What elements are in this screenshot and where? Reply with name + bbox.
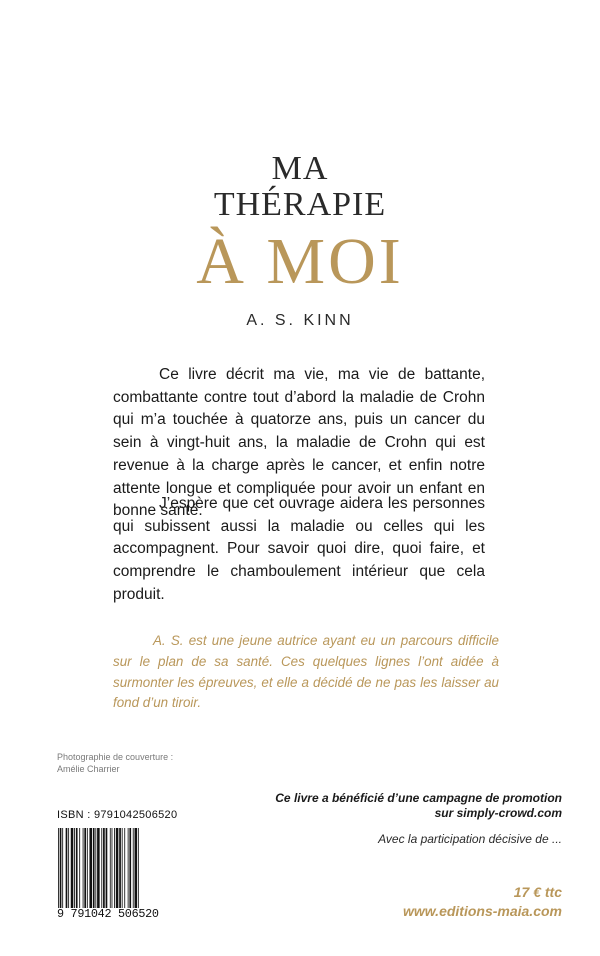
summary-paragraph-1: Ce livre décrit ma vie, ma vie de battante, combattante contre tout d’abord la maladie de Crohn qui m’a touchée à quatorze ans, puis un cancer du sein à vingt-huit ans, la maladie de Crohn qui est revenue à la charge après le cancer, et enfin notre attente longue et compliquée pour avoir un enfant en bonne santé.	[113, 366, 485, 520]
participation-line: Avec la participation décisive de ...	[378, 832, 562, 846]
price-label: 17 € ttc	[513, 884, 562, 900]
photo-credit-label: Photographie de couverture :	[57, 752, 174, 762]
author-bio: A. S. est une jeune autrice ayant eu un parcours difficile sur le plan de sa santé. Ces quelques lignes l’ont aidée à surmonter les épreuves, et elle a décidé de ne pas les laisser au fond d’un tiroir.	[113, 633, 499, 711]
title-line-3: À MOI	[196, 225, 404, 298]
barcode-number: 9 791042 506520	[57, 907, 159, 921]
isbn-label: ISBN : 9791042506520	[57, 809, 178, 821]
promotion-line-2: sur simply-crowd.com	[434, 806, 562, 820]
photo-credit-name: Amélie Charrier	[57, 764, 120, 774]
barcode-icon	[57, 828, 169, 908]
publisher-website: www.editions-maia.com	[403, 903, 562, 919]
title-line-1: MA	[271, 150, 329, 187]
title-line-2: THÉRAPIE	[213, 186, 387, 223]
promotion-line-1: Ce livre a bénéficié d’une campagne de promotion	[275, 791, 562, 805]
author-name: A. S. KINN	[246, 312, 354, 329]
summary-paragraph-2: J’espère que cet ouvrage aidera les personnes qui subissent aussi la maladie ou celles qui les accompagnent. Pour savoir quoi dire, quoi faire, et comprendre le chamboulement intérieur que cela produit.	[113, 495, 485, 603]
